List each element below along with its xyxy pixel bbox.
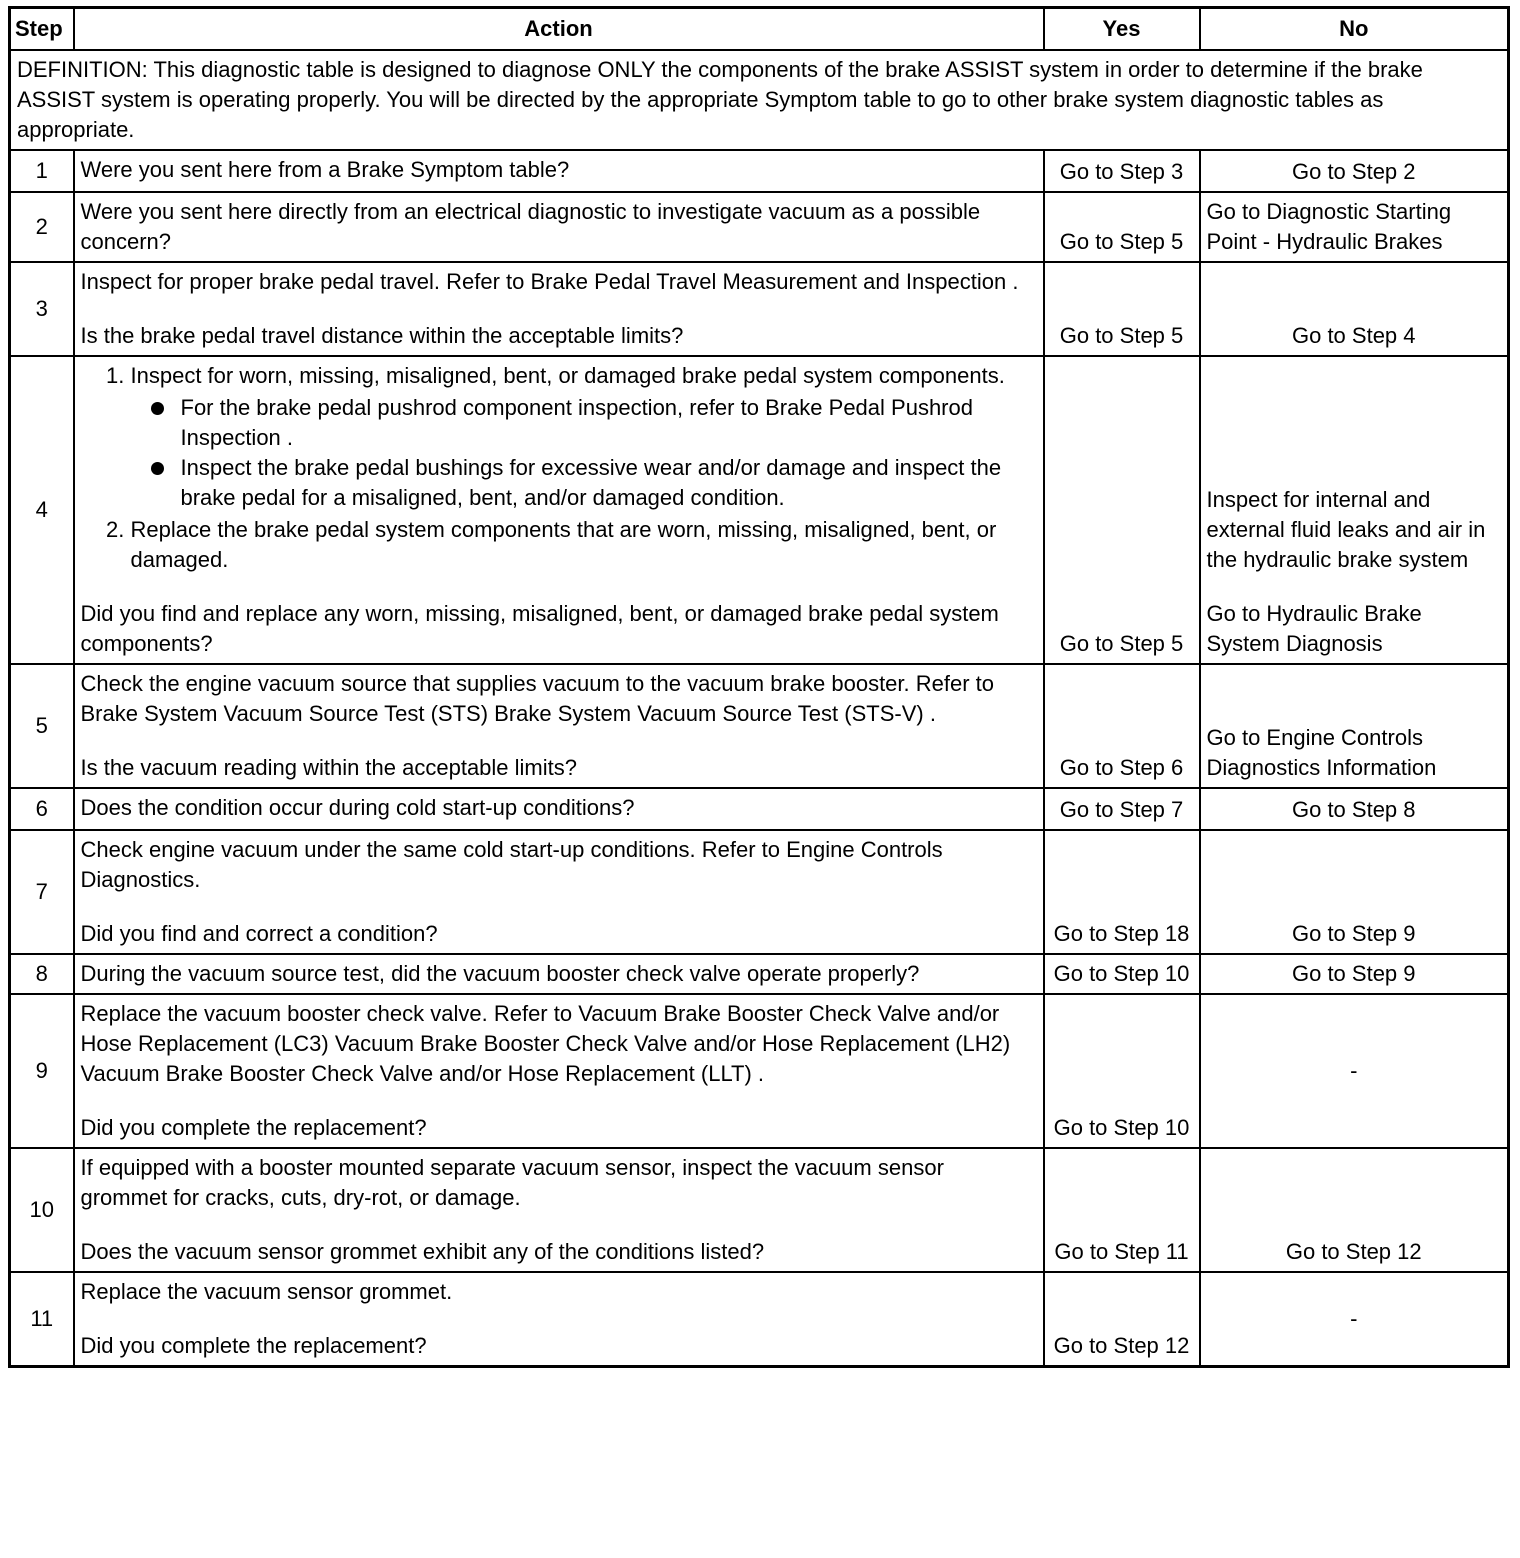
header-yes: Yes: [1044, 8, 1200, 50]
header-row: [10, 8, 1509, 50]
no-link[interactable]: Go to Engine Controls Diagnostics Information: [1200, 664, 1509, 788]
step-instruction: Check engine vacuum under the same cold start-up conditions. Refer to Engine Controls Diagnostics.: [80, 836, 943, 892]
no-link[interactable]: Go to Step 9: [1200, 830, 1509, 954]
step-action: [74, 1148, 1044, 1272]
action-list: [81, 361, 1037, 575]
step-question: Were you sent here directly from an electrical diagnostic to investigate vacuum as a possible concern?: [74, 192, 1044, 262]
list-item: [131, 361, 1037, 513]
definition-row: [10, 50, 1509, 150]
bullet-item: For the brake pedal pushrod component inspection, refer to Brake Pedal Pushrod Inspection .: [181, 393, 1037, 453]
step-question: Does the vacuum sensor grommet exhibit any of the conditions listed?: [80, 1238, 765, 1264]
step-question: Is the brake pedal travel distance within the acceptable limits?: [80, 322, 684, 348]
step-question: Did you find and correct a condition?: [80, 920, 438, 946]
table-row: [10, 664, 1509, 788]
yes-link[interactable]: Go to Step 5: [1044, 356, 1200, 664]
no-link[interactable]: Go to Diagnostic Starting Point - Hydraulic Brakes: [1200, 192, 1509, 262]
step-question: Did you find and replace any worn, missing, misaligned, bent, or damaged brake pedal system components?: [80, 600, 999, 656]
step-action: [74, 262, 1044, 356]
step-number: 2: [10, 192, 74, 262]
step-instruction: Inspect for proper brake pedal travel. Refer to Brake Pedal Travel Measurement and Inspection .: [80, 268, 1019, 294]
step-action: [74, 1272, 1044, 1367]
bullet-list: [131, 393, 1037, 513]
diagnostic-table: [8, 6, 1510, 1368]
step-number: 4: [10, 356, 74, 664]
table-row: [10, 1272, 1509, 1367]
definition-text: DEFINITION: This diagnostic table is designed to diagnose ONLY the components of the brake ASSIST system in order to determine if the brake ASSIST system is operating properly. You will be directed by the appropriate Symptom table to go to other brake system diagnostic tables as appropriate.: [10, 50, 1509, 150]
no-link[interactable]: Go to Step 8: [1200, 788, 1509, 830]
step-number: 1: [10, 150, 74, 192]
table-row: [10, 1148, 1509, 1272]
step-question: Does the condition occur during cold start-up conditions?: [74, 788, 1044, 830]
step-question: Were you sent here from a Brake Symptom table?: [74, 150, 1044, 192]
diagnostic-table-container: [8, 6, 1507, 1368]
yes-link[interactable]: Go to Step 5: [1044, 262, 1200, 356]
step-number: 8: [10, 954, 74, 994]
table-row: [10, 830, 1509, 954]
step-action: [74, 356, 1044, 664]
step-number: 3: [10, 262, 74, 356]
yes-link[interactable]: Go to Step 10: [1044, 954, 1200, 994]
header-step: Step: [10, 8, 74, 50]
yes-link[interactable]: Go to Step 11: [1044, 1148, 1200, 1272]
step-number: 6: [10, 788, 74, 830]
step-instruction: Replace the vacuum booster check valve. Refer to Vacuum Brake Booster Check Valve and/or Hose Replacement (LC3) Vacuum Brake Booster Check Valve and/or Hose Replacement (LH2) Vacuum Brake Booster Check Valve and/or Hose Replacement (LLT) .: [80, 1000, 1011, 1086]
no-link[interactable]: Go to Step 2: [1200, 150, 1509, 192]
table-row: [10, 192, 1509, 262]
no-link[interactable]: Go to Step 4: [1200, 262, 1509, 356]
yes-link[interactable]: Go to Step 7: [1044, 788, 1200, 830]
no-note: Inspect for internal and external fluid leaks and air in the hydraulic brake system: [1206, 486, 1486, 572]
step-number: 5: [10, 664, 74, 788]
list-item: 2. Replace the brake pedal system components that are worn, missing, misaligned, bent, or damaged.: [131, 515, 1037, 575]
list-item-text: Inspect for worn, missing, misaligned, bent, or damaged brake pedal system components.: [130, 362, 1005, 388]
table-row: [10, 788, 1509, 830]
table-row: [10, 994, 1509, 1148]
table-row: [10, 262, 1509, 356]
header-no: No: [1200, 8, 1509, 50]
step-question: Did you complete the replacement?: [80, 1114, 427, 1140]
step-number: 10: [10, 1148, 74, 1272]
no-link[interactable]: Go to Hydraulic Brake System Diagnosis: [1206, 600, 1422, 656]
no-link[interactable]: Go to Step 12: [1200, 1148, 1509, 1272]
step-question: Is the vacuum reading within the acceptable limits?: [80, 754, 577, 780]
step-instruction: If equipped with a booster mounted separate vacuum sensor, inspect the vacuum sensor grommet for cracks, cuts, dry-rot, or damage.: [80, 1154, 944, 1210]
step-question: Did you complete the replacement?: [80, 1332, 427, 1358]
step-action: [74, 664, 1044, 788]
table-row: [10, 356, 1509, 664]
table-row: [10, 954, 1509, 994]
yes-link[interactable]: Go to Step 10: [1044, 994, 1200, 1148]
yes-link[interactable]: Go to Step 6: [1044, 664, 1200, 788]
step-number: 11: [10, 1272, 74, 1367]
yes-link[interactable]: Go to Step 12: [1044, 1272, 1200, 1367]
step-number: 7: [10, 830, 74, 954]
step-action: [74, 830, 1044, 954]
yes-link[interactable]: Go to Step 5: [1044, 192, 1200, 262]
no-cell: [1200, 356, 1509, 664]
header-action: Action: [74, 8, 1044, 50]
step-number: 9: [10, 994, 74, 1148]
step-question: During the vacuum source test, did the vacuum booster check valve operate properly?: [74, 954, 1044, 994]
step-action: [74, 994, 1044, 1148]
bullet-item: Inspect the brake pedal bushings for excessive wear and/or damage and inspect the brake pedal for a misaligned, bent, and/or damaged condition.: [181, 453, 1037, 513]
step-instruction: Check the engine vacuum source that supplies vacuum to the vacuum brake booster. Refer to Brake System Vacuum Source Test (STS) Brake System Vacuum Source Test (STS-V) .: [80, 670, 995, 726]
no-link[interactable]: Go to Step 9: [1200, 954, 1509, 994]
yes-link[interactable]: Go to Step 18: [1044, 830, 1200, 954]
step-instruction: Replace the vacuum sensor grommet.: [80, 1278, 453, 1304]
no-value: -: [1200, 994, 1509, 1148]
table-row: [10, 150, 1509, 192]
no-value: -: [1200, 1272, 1509, 1367]
yes-link[interactable]: Go to Step 3: [1044, 150, 1200, 192]
